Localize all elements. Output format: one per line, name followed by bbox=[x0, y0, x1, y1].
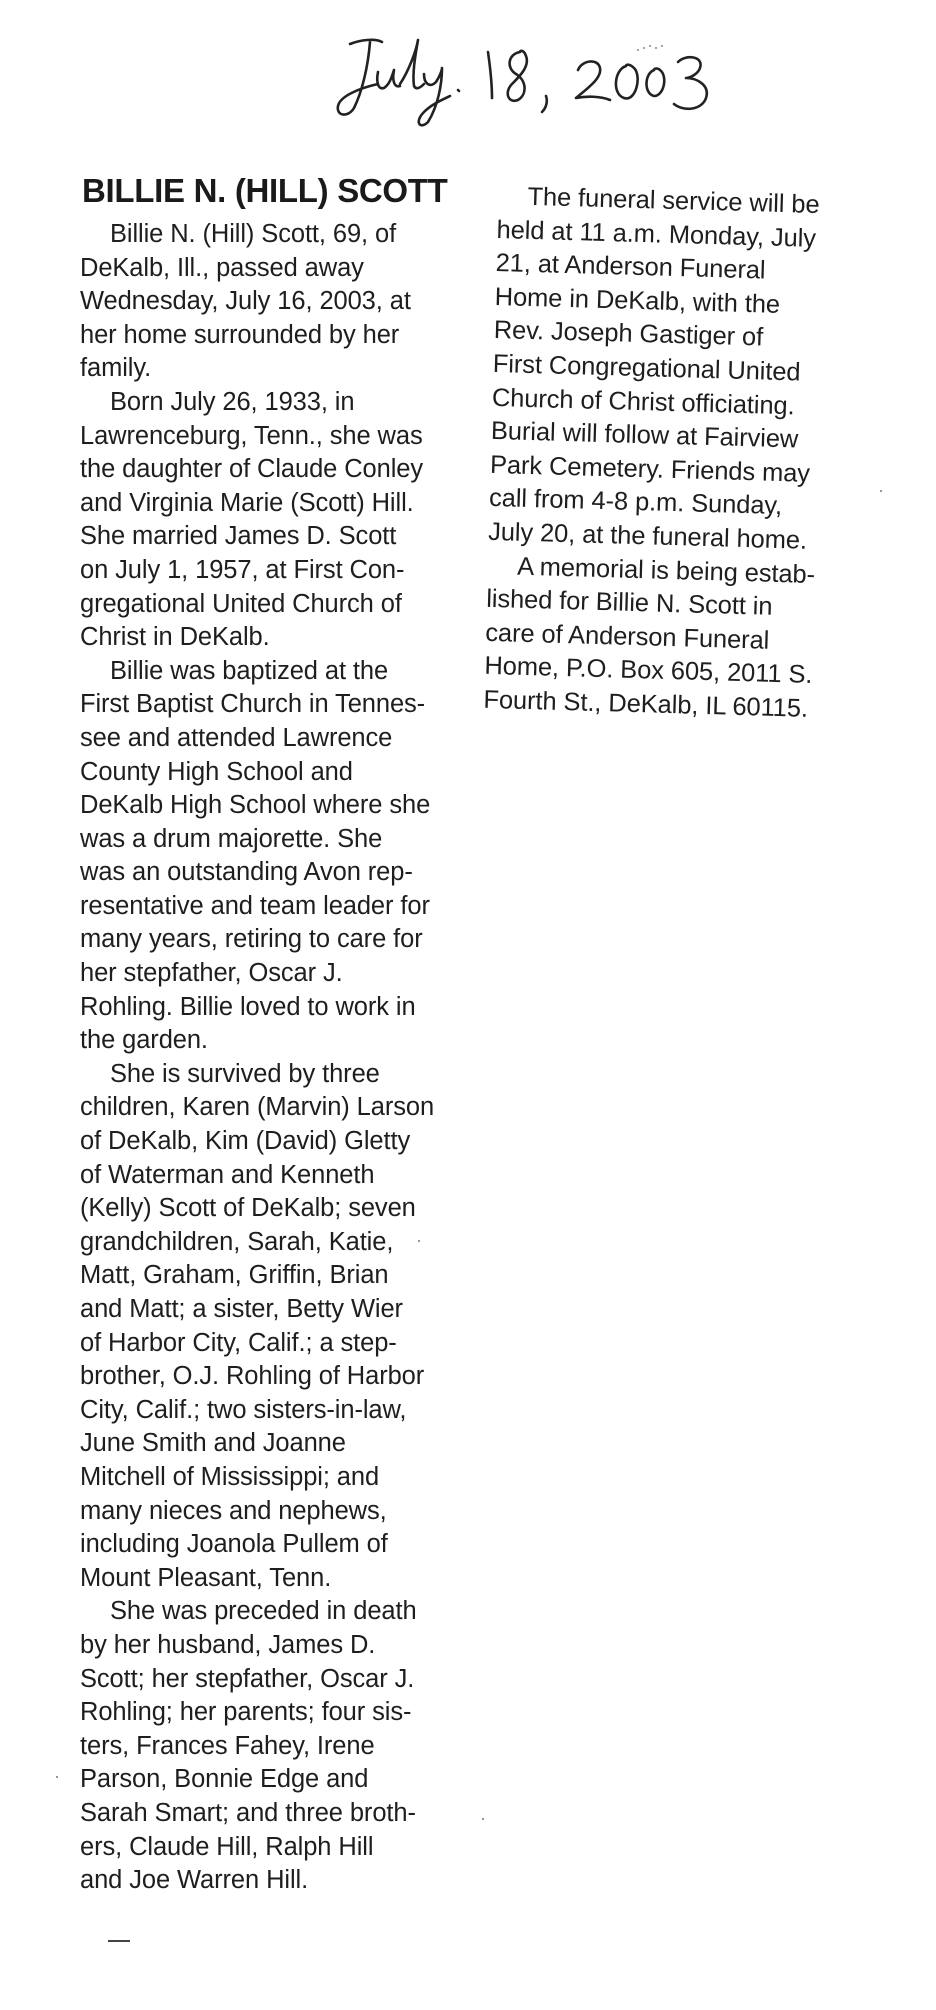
text-line: County High School and bbox=[80, 757, 353, 786]
text-line: and Virginia Marie (Scott) Hill. bbox=[80, 488, 414, 517]
text-line: and Matt; a sister, Betty Wier bbox=[80, 1295, 403, 1323]
scan-speck bbox=[880, 490, 882, 492]
text-line: ters, Frances Fahey, Irene bbox=[80, 1731, 375, 1760]
text-line: Parson, Bonnie Edge and bbox=[80, 1765, 369, 1794]
text-line: Rohling; her parents; four sis- bbox=[80, 1698, 412, 1727]
text-line: DeKalb, Ill., passed away bbox=[80, 253, 364, 282]
paragraph-funeral-service bbox=[488, 180, 898, 561]
text-line: Christ in DeKalb. bbox=[80, 623, 270, 652]
text-line: Burial will follow at Fairview bbox=[490, 417, 799, 454]
handwritten-date-signature bbox=[320, 22, 740, 132]
text-line: First Congregational United bbox=[492, 349, 801, 387]
text-line: the daughter of Claude Conley bbox=[80, 455, 424, 484]
paragraph-memorial bbox=[483, 549, 888, 728]
text-line: Born July 26, 1933, in bbox=[110, 387, 355, 416]
paragraph-preceded bbox=[80, 1595, 480, 1897]
text-line: Matt, Graham, Griffin, Brian bbox=[80, 1261, 389, 1290]
text-line: A memorial is being estab- bbox=[516, 552, 816, 589]
text-line: Fourth St., DeKalb, IL 60115. bbox=[483, 685, 809, 723]
scan-speck bbox=[418, 1240, 420, 1242]
text-line: She married James D. Scott bbox=[80, 522, 397, 551]
text-line: July 20, at the funeral home. bbox=[487, 517, 808, 555]
right-column bbox=[483, 180, 898, 728]
text-line: and Joe Warren Hill. bbox=[80, 1866, 309, 1895]
text-line: family. bbox=[80, 354, 152, 383]
paragraph-biography bbox=[80, 386, 480, 655]
obituary-headline: BILLIE N. (HILL) SCOTT bbox=[82, 172, 448, 209]
text-line: brother, O.J. Rohling of Harbor bbox=[80, 1362, 425, 1391]
text-line: the garden. bbox=[80, 1026, 208, 1055]
text-line: including Joanola Pullem of bbox=[80, 1530, 388, 1559]
text-line: Home in DeKalb, with the bbox=[494, 282, 781, 319]
text-line: many years, retiring to care for bbox=[80, 925, 423, 954]
text-line: gregational United Church of bbox=[80, 589, 402, 618]
text-line: Mitchell of Mississippi; and bbox=[80, 1462, 380, 1491]
text-line: Sarah Smart; and three broth- bbox=[80, 1798, 416, 1827]
text-line: resentative and team leader for bbox=[80, 891, 430, 920]
text-line: her home surrounded by her bbox=[80, 320, 400, 349]
handwritten-date bbox=[320, 22, 740, 132]
text-line: by her husband, James D. bbox=[80, 1630, 376, 1659]
text-line: June Smith and Joanne bbox=[80, 1429, 346, 1458]
text-line: Rohling. Billie loved to work in bbox=[80, 992, 416, 1021]
text-line: Billie was baptized at the bbox=[110, 656, 389, 685]
paragraph-life bbox=[80, 655, 480, 1058]
text-line: Home, P.O. Box 605, 2011 S. bbox=[484, 652, 813, 690]
text-line: care of Anderson Funeral bbox=[484, 618, 770, 655]
text-line: DeKalb High School where she bbox=[80, 791, 431, 820]
text-line: Billie N. (Hill) Scott, 69, of bbox=[110, 220, 397, 248]
text-line: ers, Claude Hill, Ralph Hill bbox=[80, 1832, 374, 1861]
text-line: Park Cemetery. Friends may bbox=[489, 450, 811, 488]
text-line: Rev. Joseph Gastiger of bbox=[493, 316, 764, 352]
paragraph-survivors bbox=[80, 1058, 480, 1596]
text-line: Scott; her stepfather, Oscar J. bbox=[80, 1664, 415, 1693]
stray-dash-mark bbox=[108, 1940, 130, 1942]
text-line: Lawrenceburg, Tenn., she was bbox=[80, 421, 423, 450]
text-line: held at 11 a.m. Monday, July bbox=[496, 215, 817, 253]
text-line: lished for Billie N. Scott in bbox=[485, 584, 773, 621]
text-line: of Waterman and Kenneth bbox=[80, 1160, 375, 1189]
text-line: Church of Christ officiating. bbox=[491, 383, 795, 420]
text-line: 21, at Anderson Funeral bbox=[495, 249, 766, 285]
text-line: see and attended Lawrence bbox=[80, 723, 393, 752]
text-line: on July 1, 1957, at First Con- bbox=[80, 555, 405, 584]
text-line: many nieces and nephews, bbox=[80, 1496, 387, 1525]
text-line: was a drum majorette. She bbox=[80, 824, 383, 853]
text-line: call from 4-8 p.m. Sunday, bbox=[488, 484, 783, 521]
text-line: her stepfather, Oscar J. bbox=[80, 959, 343, 988]
scan-speck bbox=[56, 1776, 58, 1778]
text-line: was an outstanding Avon rep- bbox=[80, 858, 413, 887]
left-column bbox=[80, 218, 480, 1898]
text-line: children, Karen (Marvin) Larson bbox=[80, 1093, 435, 1122]
text-line: grandchildren, Sarah, Katie, bbox=[80, 1227, 394, 1256]
text-line: She was preceded in death bbox=[110, 1597, 417, 1626]
text-line: Mount Pleasant, Tenn. bbox=[80, 1563, 332, 1592]
text-line: City, Calif.; two sisters-in-law, bbox=[80, 1395, 407, 1424]
text-line: of DeKalb, Kim (David) Gletty bbox=[80, 1127, 411, 1156]
paragraph-death-notice bbox=[80, 218, 480, 386]
text-line: The funeral service will be bbox=[527, 182, 820, 219]
text-line: She is survived by three bbox=[110, 1059, 380, 1088]
text-line: First Baptist Church in Tennes- bbox=[80, 690, 426, 719]
scan-speck bbox=[482, 1818, 484, 1820]
text-line: of Harbor City, Calif.; a step- bbox=[80, 1328, 397, 1357]
text-line: Wednesday, July 16, 2003, at bbox=[80, 287, 411, 316]
text-line: (Kelly) Scott of DeKalb; seven bbox=[80, 1194, 416, 1223]
